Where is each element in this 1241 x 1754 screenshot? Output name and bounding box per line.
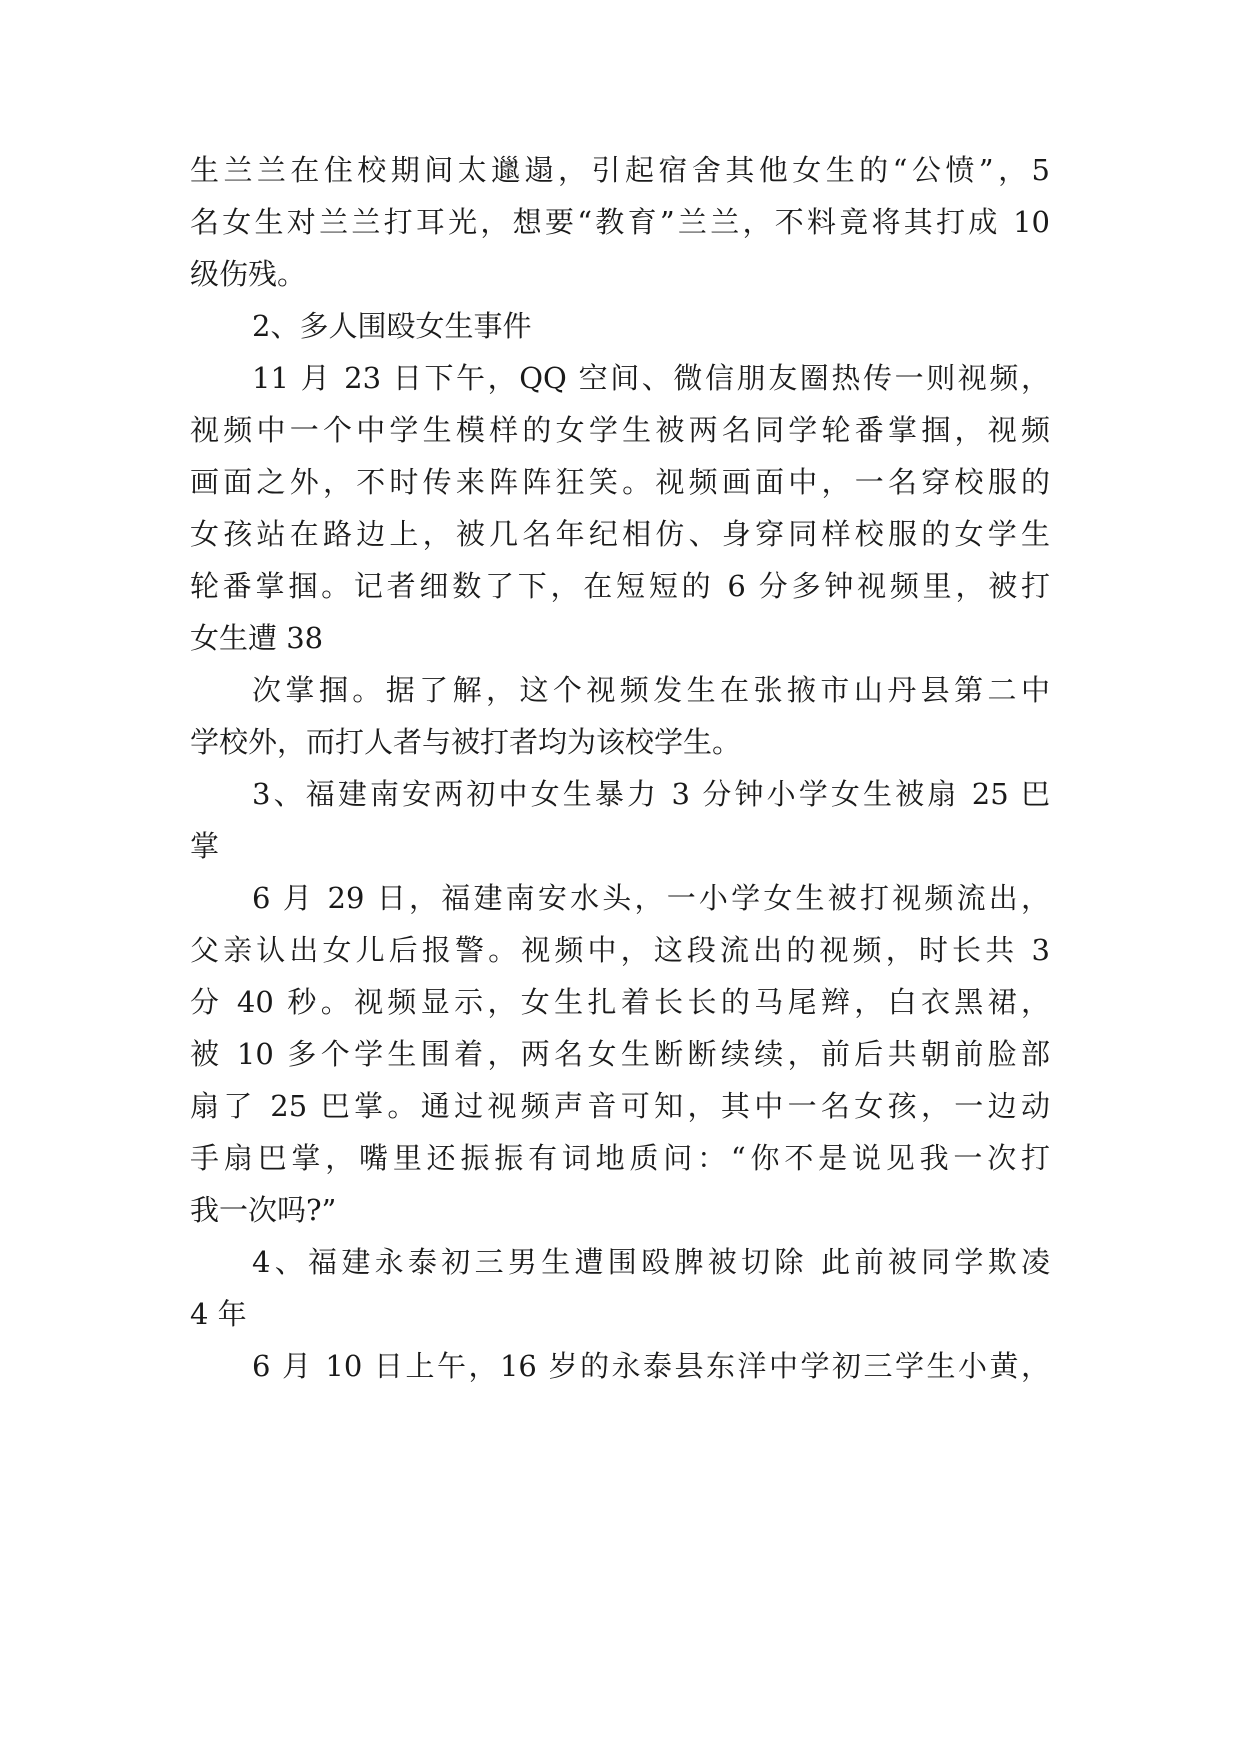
paragraph-line: 手扇巴掌，嘴里还振振有词地质问：“你不是说见我一次打 — [190, 1141, 1050, 1175]
paragraph-line: 级伤残。 — [190, 257, 307, 291]
paragraph-line: 名女生对兰兰打耳光，想要“教育”兰兰，不料竟将其打成 10 — [190, 205, 1050, 239]
paragraph-line: 画面之外，不时传来阵阵狂笑。视频画面中，一名穿校服的 — [190, 465, 1050, 499]
paragraph-line: 扇了 25 巴掌。通过视频声音可知，其中一名女孩，一边动 — [190, 1089, 1050, 1123]
paragraph-line: 学校外，而打人者与被打者均为该校学生。 — [190, 725, 742, 759]
paragraph-line: 次掌掴。据了解，这个视频发生在张掖市山丹县第二中 — [252, 673, 1050, 707]
paragraph-line: 女生遭 38 — [190, 621, 324, 655]
paragraph-line: 女孩站在路边上，被几名年纪相仿、身穿同样校服的女学生 — [190, 517, 1050, 551]
paragraph-line: 6 月 10 日上午，16 岁的永泰县东洋中学初三学生小黄， — [252, 1349, 1050, 1383]
section-heading: 4、福建永泰初三男生遭围殴脾被切除 此前被同学欺凌 — [252, 1245, 1050, 1279]
section-heading: 掌 — [190, 829, 220, 863]
paragraph-line: 分 40 秒。视频显示，女生扎着长长的马尾辫，白衣黑裙， — [190, 985, 1050, 1019]
paragraph-line: 被 10 多个学生围着，两名女生断断续续，前后共朝前脸部 — [190, 1037, 1050, 1071]
section-heading: 2、多人围殴女生事件 — [252, 309, 532, 343]
section-heading: 3、福建南安两初中女生暴力 3 分钟小学女生被扇 25 巴 — [252, 777, 1050, 811]
paragraph-line: 11 月 23 日下午，QQ 空间、微信朋友圈热传一则视频， — [252, 361, 1050, 395]
paragraph-line: 轮番掌掴。记者细数了下，在短短的 6 分多钟视频里，被打 — [190, 569, 1050, 603]
section-heading: 4 年 — [190, 1297, 247, 1331]
paragraph-line: 6 月 29 日，福建南安水头，一小学女生被打视频流出， — [252, 881, 1050, 915]
paragraph-line: 生兰兰在住校期间太邋遢，引起宿舍其他女生的“公愤”，5 — [190, 153, 1050, 187]
paragraph-line: 视频中一个中学生模样的女学生被两名同学轮番掌掴，视频 — [190, 413, 1050, 447]
paragraph-line: 我一次吗?” — [190, 1193, 337, 1227]
paragraph-line: 父亲认出女儿后报警。视频中，这段流出的视频，时长共 3 — [190, 933, 1050, 967]
